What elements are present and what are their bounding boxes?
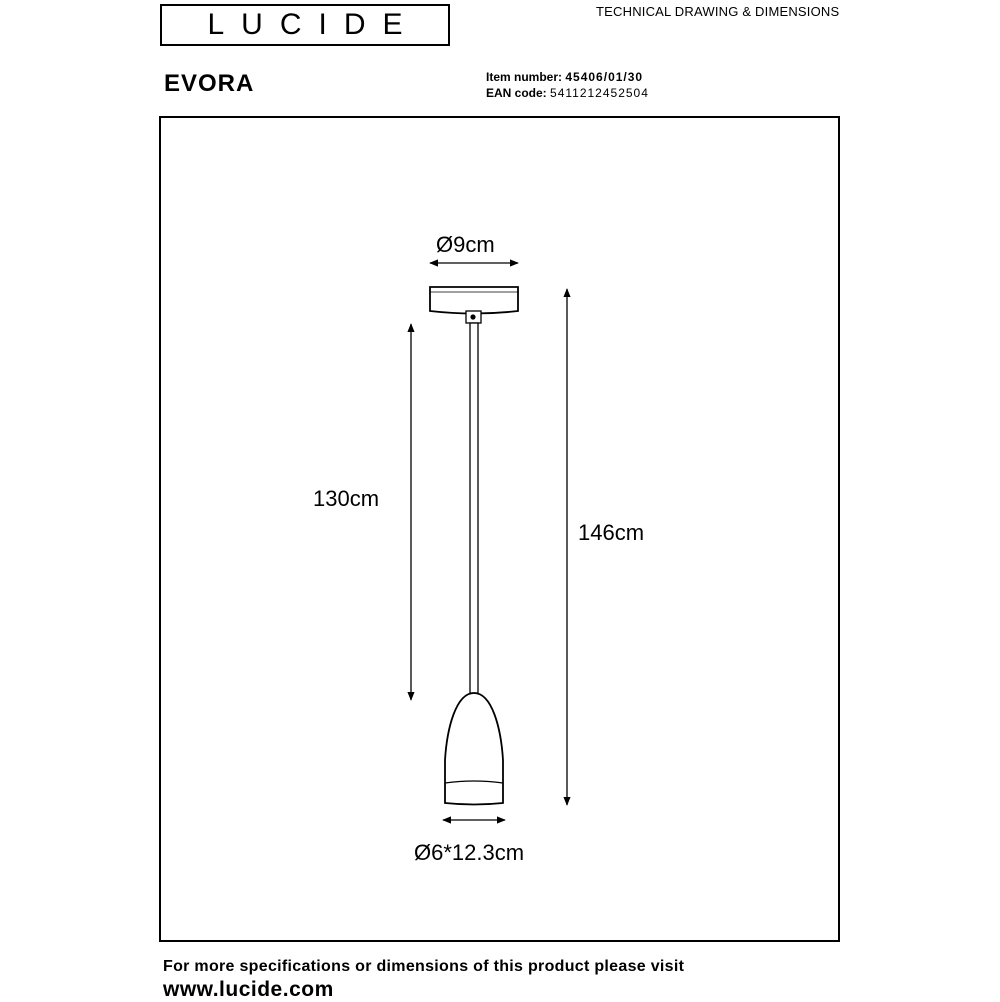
total-height-label: 146cm: [578, 520, 645, 545]
suspension-cable: [470, 323, 478, 693]
ean-label: EAN code:: [486, 86, 547, 100]
ean-value: 5411212452504: [550, 86, 649, 100]
item-number-value: 45406/01/30: [565, 70, 644, 84]
item-number-label: Item number:: [486, 70, 563, 84]
brand-logo-text: LUCIDE: [207, 8, 420, 41]
product-name: EVORA: [164, 70, 255, 97]
document-type-label: TECHNICAL DRAWING & DIMENSIONS: [596, 4, 840, 19]
cable-length-label: 130cm: [313, 486, 380, 511]
ceiling-canopy: [430, 287, 518, 323]
footer-website-link[interactable]: www.lucide.com: [163, 978, 334, 1001]
canopy-diameter-label: Ø9cm: [436, 232, 495, 257]
footer-info-text: For more specifications or dimensions of this product please visit: [163, 958, 685, 975]
shade-size-label: Ø6*12.3cm: [414, 840, 525, 865]
lamp-shade: [445, 693, 503, 805]
